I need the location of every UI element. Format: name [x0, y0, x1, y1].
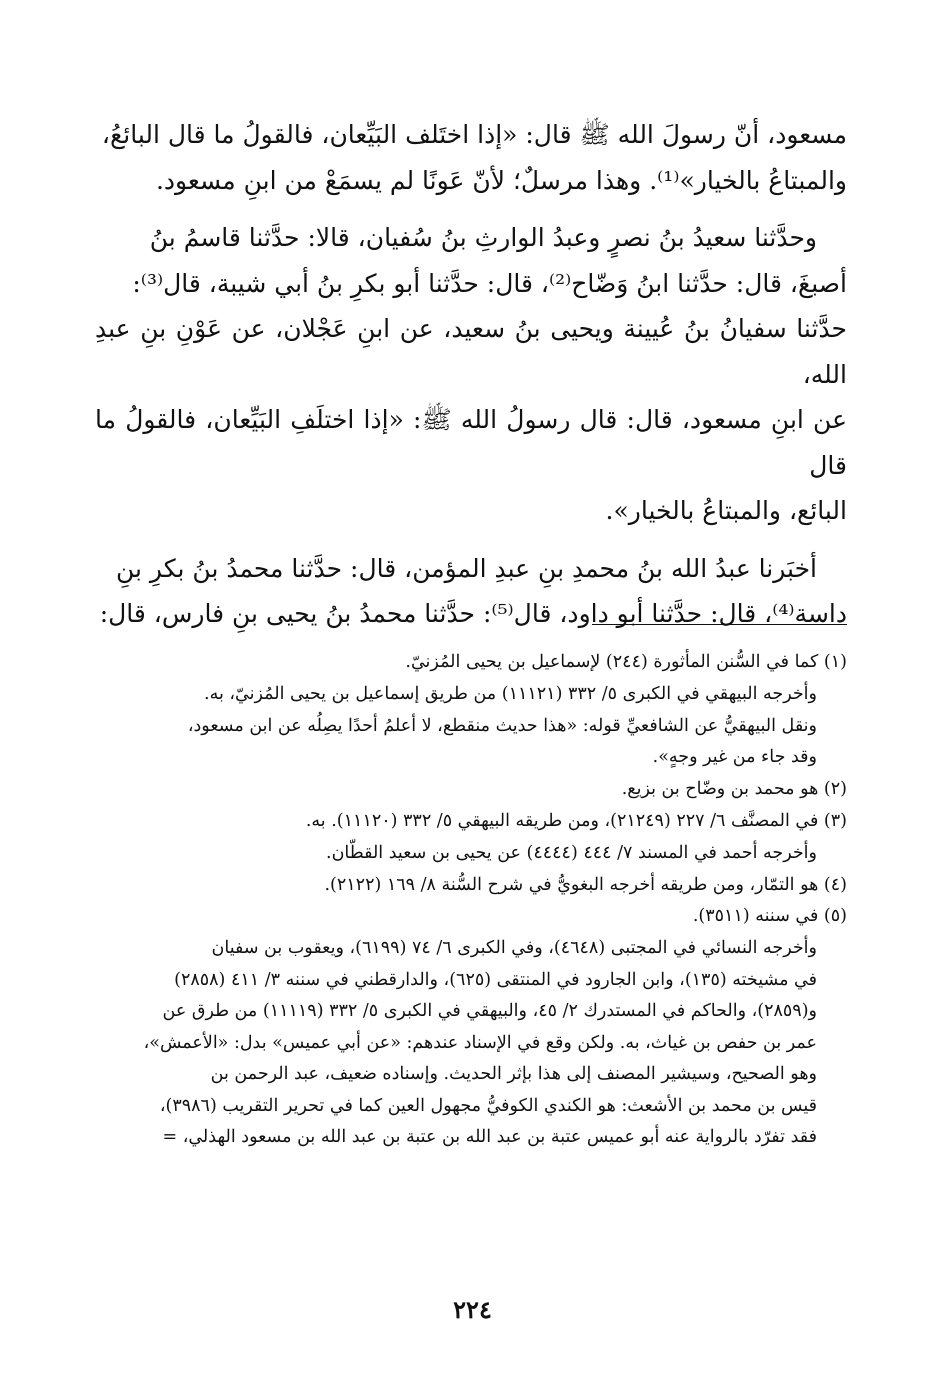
footnote-line: عمر بن حفص بن غياث، به. ولكن وقع في الإسناد عندهم: «عن أبي عميس» بدل: «الأعمش»، — [143, 1032, 817, 1053]
footnote-line: وهو الصحيح، وسيشير المصنف إلى هذا بإثر الحديث. وإسناده ضعيف، عبد الرحمن بن — [210, 1064, 817, 1085]
paragraph-1 — [95, 112, 847, 203]
text-line: وحدَّثنا سعيدُ بنُ نصرٍ وعبدُ الوارثِ بنُ سُفيان، قالا: حدَّثنا قاسمُ بنُ — [149, 223, 817, 252]
footnote-line: (٥) في سننه (٣٥١١). — [692, 906, 847, 927]
footnote-line: وأخرجه النسائي في المجتبى (٤٦٤٨)، وفي الكبرى ٦/ ٧٤ (٦١٩٩)، ويعقوب بن سفيان — [211, 938, 817, 959]
footnote-line: ونقل البيهقيُّ عن الشافعيِّ قوله: «هذا حديث منقطع، لا أعلمُ أحدًا يصِلُه عن ابن مسعود، — [187, 715, 817, 736]
paragraph-2 — [95, 215, 847, 534]
footnote-line: (٣) في المصنَّف ٦/ ٢٢٧ (٢١٢٤٩)، ومن طريقه البيهقي ٥/ ٣٣٢ (١١١٢٠). به. — [305, 810, 847, 831]
text-line: حدَّثنا سفيانُ بنُ عُيينة ويحيى بنُ سعيد، عن ابنِ عَجْلان، عن عَوْنِ بنِ عبدِ الله، — [95, 314, 847, 389]
main-text — [95, 112, 847, 637]
text-line: داسة⁽⁴⁾، قال: حدَّثنا أبو داود، قال⁽⁵⁾: حدَّثنا محمدُ بنُ يحيى بنِ فارس، قال: — [99, 599, 847, 628]
text-line: البائع، والمبتاعُ بالخيار». — [605, 496, 847, 525]
footnote-line: في مشيخته (١٣٥)، وابن الجارود في المنتقى (٦٢٥)، والدارقطني في سننه ٣/ ٤١١ (٢٨٥٨) — [174, 969, 817, 990]
footnote-line: وقد جاء من غير وجهٍ». — [652, 747, 817, 768]
footnote-line: وأخرجه البيهقي في الكبرى ٥/ ٣٣٢ (١١١٢١) من طريق إسماعيل بن يحيى المُزنيّ، به. — [204, 683, 817, 704]
page-number: ٢٢٤ — [453, 1295, 492, 1324]
footnote-line: قيس بن محمد بن الأشعث: هو الكندي الكوفيُّ مجهول العين كما في تحرير التقريب (٣٩٨٦)، — [159, 1095, 817, 1116]
footnote-line: و(٢٨٥٩)، والحاكم في المستدرك ٢/ ٤٥، والبيهقي في الكبرى ٥/ ٣٣٢ (١١١١٩) من طرق عن — [162, 1001, 817, 1022]
paragraph-3 — [95, 546, 847, 637]
text-line: أصبغَ، قال: حدَّثنا ابنُ وَضّاح⁽²⁾، قال: حدَّثنا أبو بكرِ بنُ أبي شيبة، قال⁽³⁾: — [132, 268, 847, 298]
footnote-line: فقد تفرّد بالرواية عنه أبو عميس عتبة بن عبد الله بن عتبة بن عبد الله بن مسعود الهذلي، = — [162, 1127, 817, 1148]
footnote-separator — [592, 624, 847, 625]
text-line: عن ابنِ مسعود، قال: قال رسولُ الله ﷺ: «إذا اختلَفِ البَيِّعان، فالقولُ ما قال — [95, 405, 847, 480]
text-line: والمبتاعُ بالخيار»⁽¹⁾. وهذا مرسلٌ؛ لأنّ عَونًا لم يسمَعْ من ابنِ مسعود. — [155, 165, 847, 195]
footnote-line: (١) كما في السُّنن المأثورة (٢٤٤) لإسماعيل بن يحيى المُزنيّ. — [405, 652, 847, 672]
footnote-line: (٤) هو التمّار، ومن طريقه أخرجه البغويُّ في شرح السُّنة ٨/ ١٦٩ (٢١٢٢). — [324, 874, 847, 895]
footnote-line: وأخرجه أحمد في المسند ٧/ ٤٤٤ (٤٤٤٤) عن يحيى بن سعيد القطّان. — [326, 842, 817, 863]
footnote-line: (٢) هو محمد بن وضّاح بن بزيع. — [621, 779, 847, 800]
text-line: مسعود، أنّ رسولَ الله ﷺ قال: «إذا اختَلف البَيِّعان، فالقولُ ما قال البائعُ، — [101, 120, 847, 149]
text-line: أخبَرنا عبدُ الله بنُ محمدِ بنِ عبدِ المؤمن، قال: حدَّثنا محمدُ بنُ بكرِ بنِ — [115, 553, 817, 583]
footnotes — [95, 647, 847, 1154]
